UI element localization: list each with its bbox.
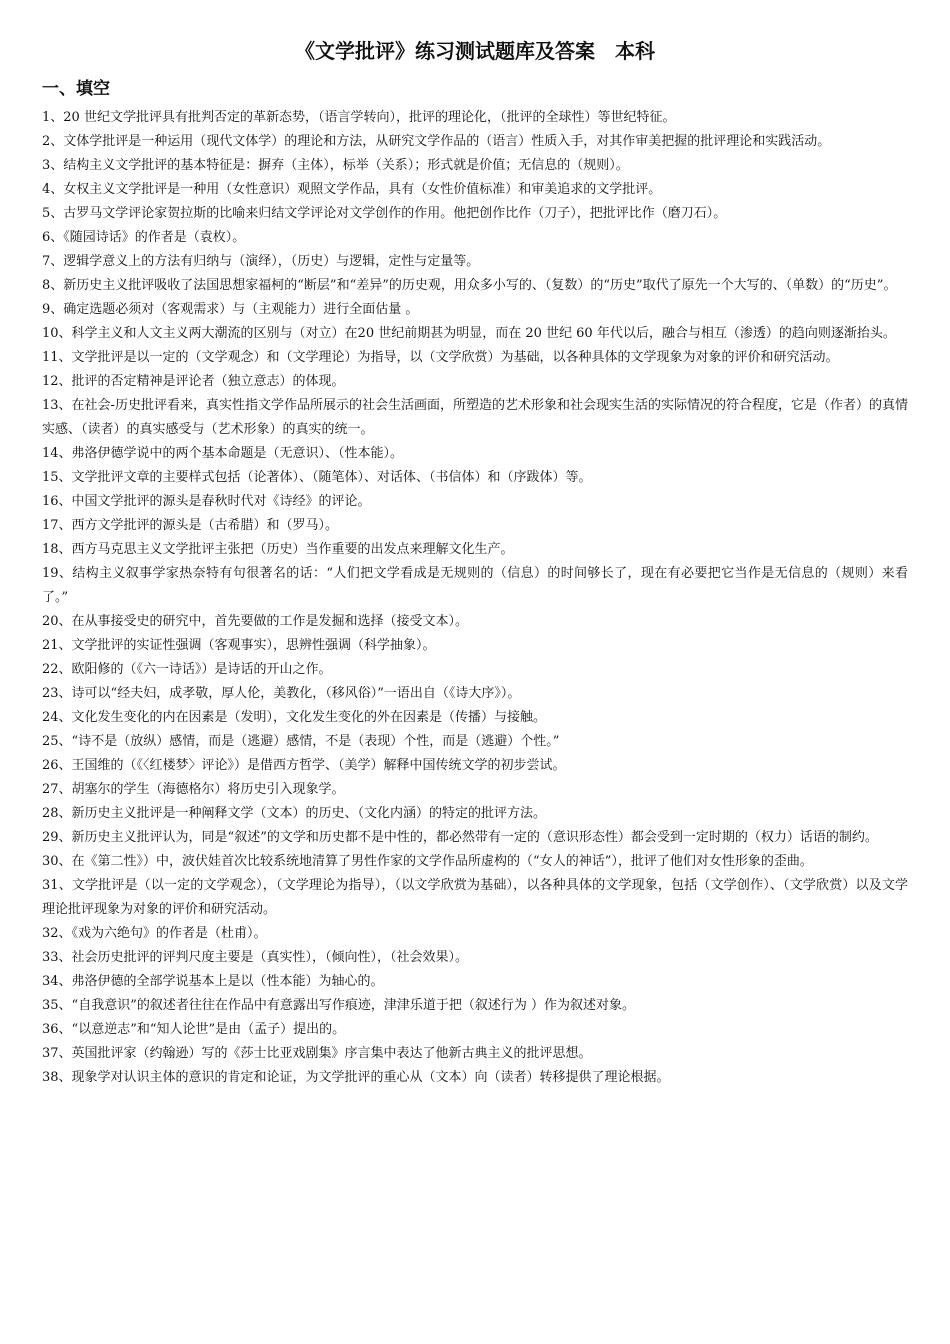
question-item: 26、王国维的（《〈红楼梦〉评论》）是借西方哲学、（美学）解释中国传统文学的初步尝试。 [42,758,566,773]
question-item: 15、文学批评文章的主要样式包括（论著体）、（随笔体）、对话体、（书信体）和（序跋体）等。 [42,470,592,485]
question-item: 35、“自我意识”的叙述者往往在作品中有意露出写作痕迹，津津乐道于把（叙述行为 ）作为叙述对象。 [42,998,635,1013]
question-item: 3、结构主义文学批评的基本特征是：摒弃（主体），标举（关系）；形式就是价值；无信息的（规则）。 [42,158,629,173]
question-item: 7、逻辑学意义上的方法有归纳与（演绎），（历史）与逻辑，定性与定量等。 [42,254,480,269]
question-item: 4、女权主义文学批评是一种用（女性意识）观照文学作品，具有（女性价值标准）和审美追求的文学批评。 [42,182,662,197]
question-item: 2、文体学批评是一种运用（现代文体学）的理论和方法，从研究文学作品的（语言）性质入手，对其作审美把握的批评理论和实践活动。 [42,134,831,149]
question-item: 11、文学批评是以一定的（文学观念）和（文学理论）为指导，以（文学欣赏）为基础，以各种具体的文学现象为对象的评价和研究活动。 [42,350,839,365]
question-item: 13、在社会-历史批评看来，真实性指文学作品所展示的社会生活画面，所塑造的艺术形象和社会现实生活的实际情况的符合程度，它是（作者）的真情实感、（读者）的真实感受与（艺术形象）的真实的统一。 [42,398,908,437]
question-item: 28、新历史主义批评是一种阐释文学（文本）的历史、（文化内涵）的特定的批评方法。 [42,806,547,821]
question-item: 32、《戏为六绝句》的作者是（杜甫）。 [42,926,267,941]
question-item: 19、结构主义叙事学家热奈特有句很著名的话：“人们把文学看成是无规则的（信息）的时间够长了，现在有必要把它当作是无信息的（规则）来看了。” [42,566,908,605]
question-item: 20、在从事接受史的研究中，首先要做的工作是发掘和选择（接受文本）。 [42,614,469,629]
question-item: 6、《随园诗话》的作者是（袁枚）。 [42,230,246,245]
question-item: 10、科学主义和人文主义两大潮流的区别与（对立）在20 世纪前期甚为明显，而在 20 世纪 60 年代以后，融合与相互（渗透）的趋向则逐渐抬头。 [42,326,896,341]
question-item: 38、现象学对认识主体的意识的肯定和论证，为文学批评的重心从（文本）向（读者）转移提供了理论根据。 [42,1070,670,1085]
question-item: 25、“诗不是（放纵）感情，而是（逃避）感情，不是（表现）个性，而是（逃避）个性。” [42,734,560,749]
question-item: 16、中国文学批评的源头是春秋时代对《诗经》的评论。 [42,494,371,509]
question-item: 8、新历史主义批评吸收了法国思想家福柯的“断层”和“差异”的历史观，用众多小写的、（复数）的“历史”取代了原先一个大写的、（单数）的“历史”。 [42,278,897,293]
document-page [42,34,908,1090]
question-item: 12、批评的否定精神是评论者（独立意志）的体现。 [42,374,345,389]
question-item: 30、在《第二性》）中，波伏娃首次比较系统地清算了男性作家的文学作品所虚构的（“女人的神话”），批评了他们对女性形象的歪曲。 [42,854,813,869]
question-item: 37、英国批评家（约翰逊）写的《莎士比亚戏剧集》序言集中表达了他新古典主义的批评思想。 [42,1046,592,1061]
question-item: 17、西方文学批评的源头是（古希腊）和（罗马）。 [42,518,339,533]
document-title: 《文学批评》练习测试题库及答案 本科 [295,39,655,63]
question-item: 21、文学批评的实证性强调（客观事实），思辨性强调（科学抽象）。 [42,638,436,653]
question-item: 27、胡塞尔的学生（海德格尔）将历史引入现象学。 [42,782,345,797]
question-item: 18、西方马克思主义文学批评主张把（历史）当作重要的出发点来理解文化生产。 [42,542,514,557]
question-item: 5、古罗马文学评论家贺拉斯的比喻来归结文学评论对文学创作的作用。他把创作比作（刀子），把批评比作（磨刀石）。 [42,206,727,221]
question-item: 33、社会历史批评的评判尺度主要是（真实性），（倾向性），（社会效果）。 [42,950,469,965]
question-item: 24、文化发生变化的内在因素是（发明），文化发生变化的外在因素是（传播）与接触。 [42,710,547,725]
question-item: 34、弗洛伊德的全部学说基本上是以（性本能）为轴心的。 [42,974,384,989]
question-item: 29、新历史主义批评认为，同是“叙述”的文学和历史都不是中性的，都必然带有一定的（意识形态性）都会受到一定时期的（权力）话语的制约。 [42,830,878,845]
question-item: 9、确定选题必须对（客观需求）与（主观能力）进行全面估量 。 [42,302,419,317]
question-item: 22、欧阳修的（《六一诗话》）是诗话的开山之作。 [42,662,332,677]
section-heading: 一、填空 [42,79,110,99]
question-item: 1、20 世纪文学批评具有批判否定的革新态势，（语言学转向），批评的理论化，（批评的全球性）等世纪特征。 [42,110,676,125]
question-item: 36、“以意逆志”和“知人论世”是由（孟子）提出的。 [42,1022,346,1037]
question-item: 31、文学批评是（以一定的文学观念），（文学理论为指导），（以文学欣赏为基础），以各种具体的文学现象，包括（文学创作）、（文学欣赏）以及文学理论批评现象为对象的评价和研究活动。 [42,878,908,917]
question-list [42,106,908,1090]
question-item: 23、诗可以“经夫妇，成孝敬，厚人伦，美教化，（移风俗）”一语出自（《诗大序》）。 [42,686,521,701]
question-item: 14、弗洛伊德学说中的两个基本命题是（无意识）、（性本能）。 [42,446,404,461]
